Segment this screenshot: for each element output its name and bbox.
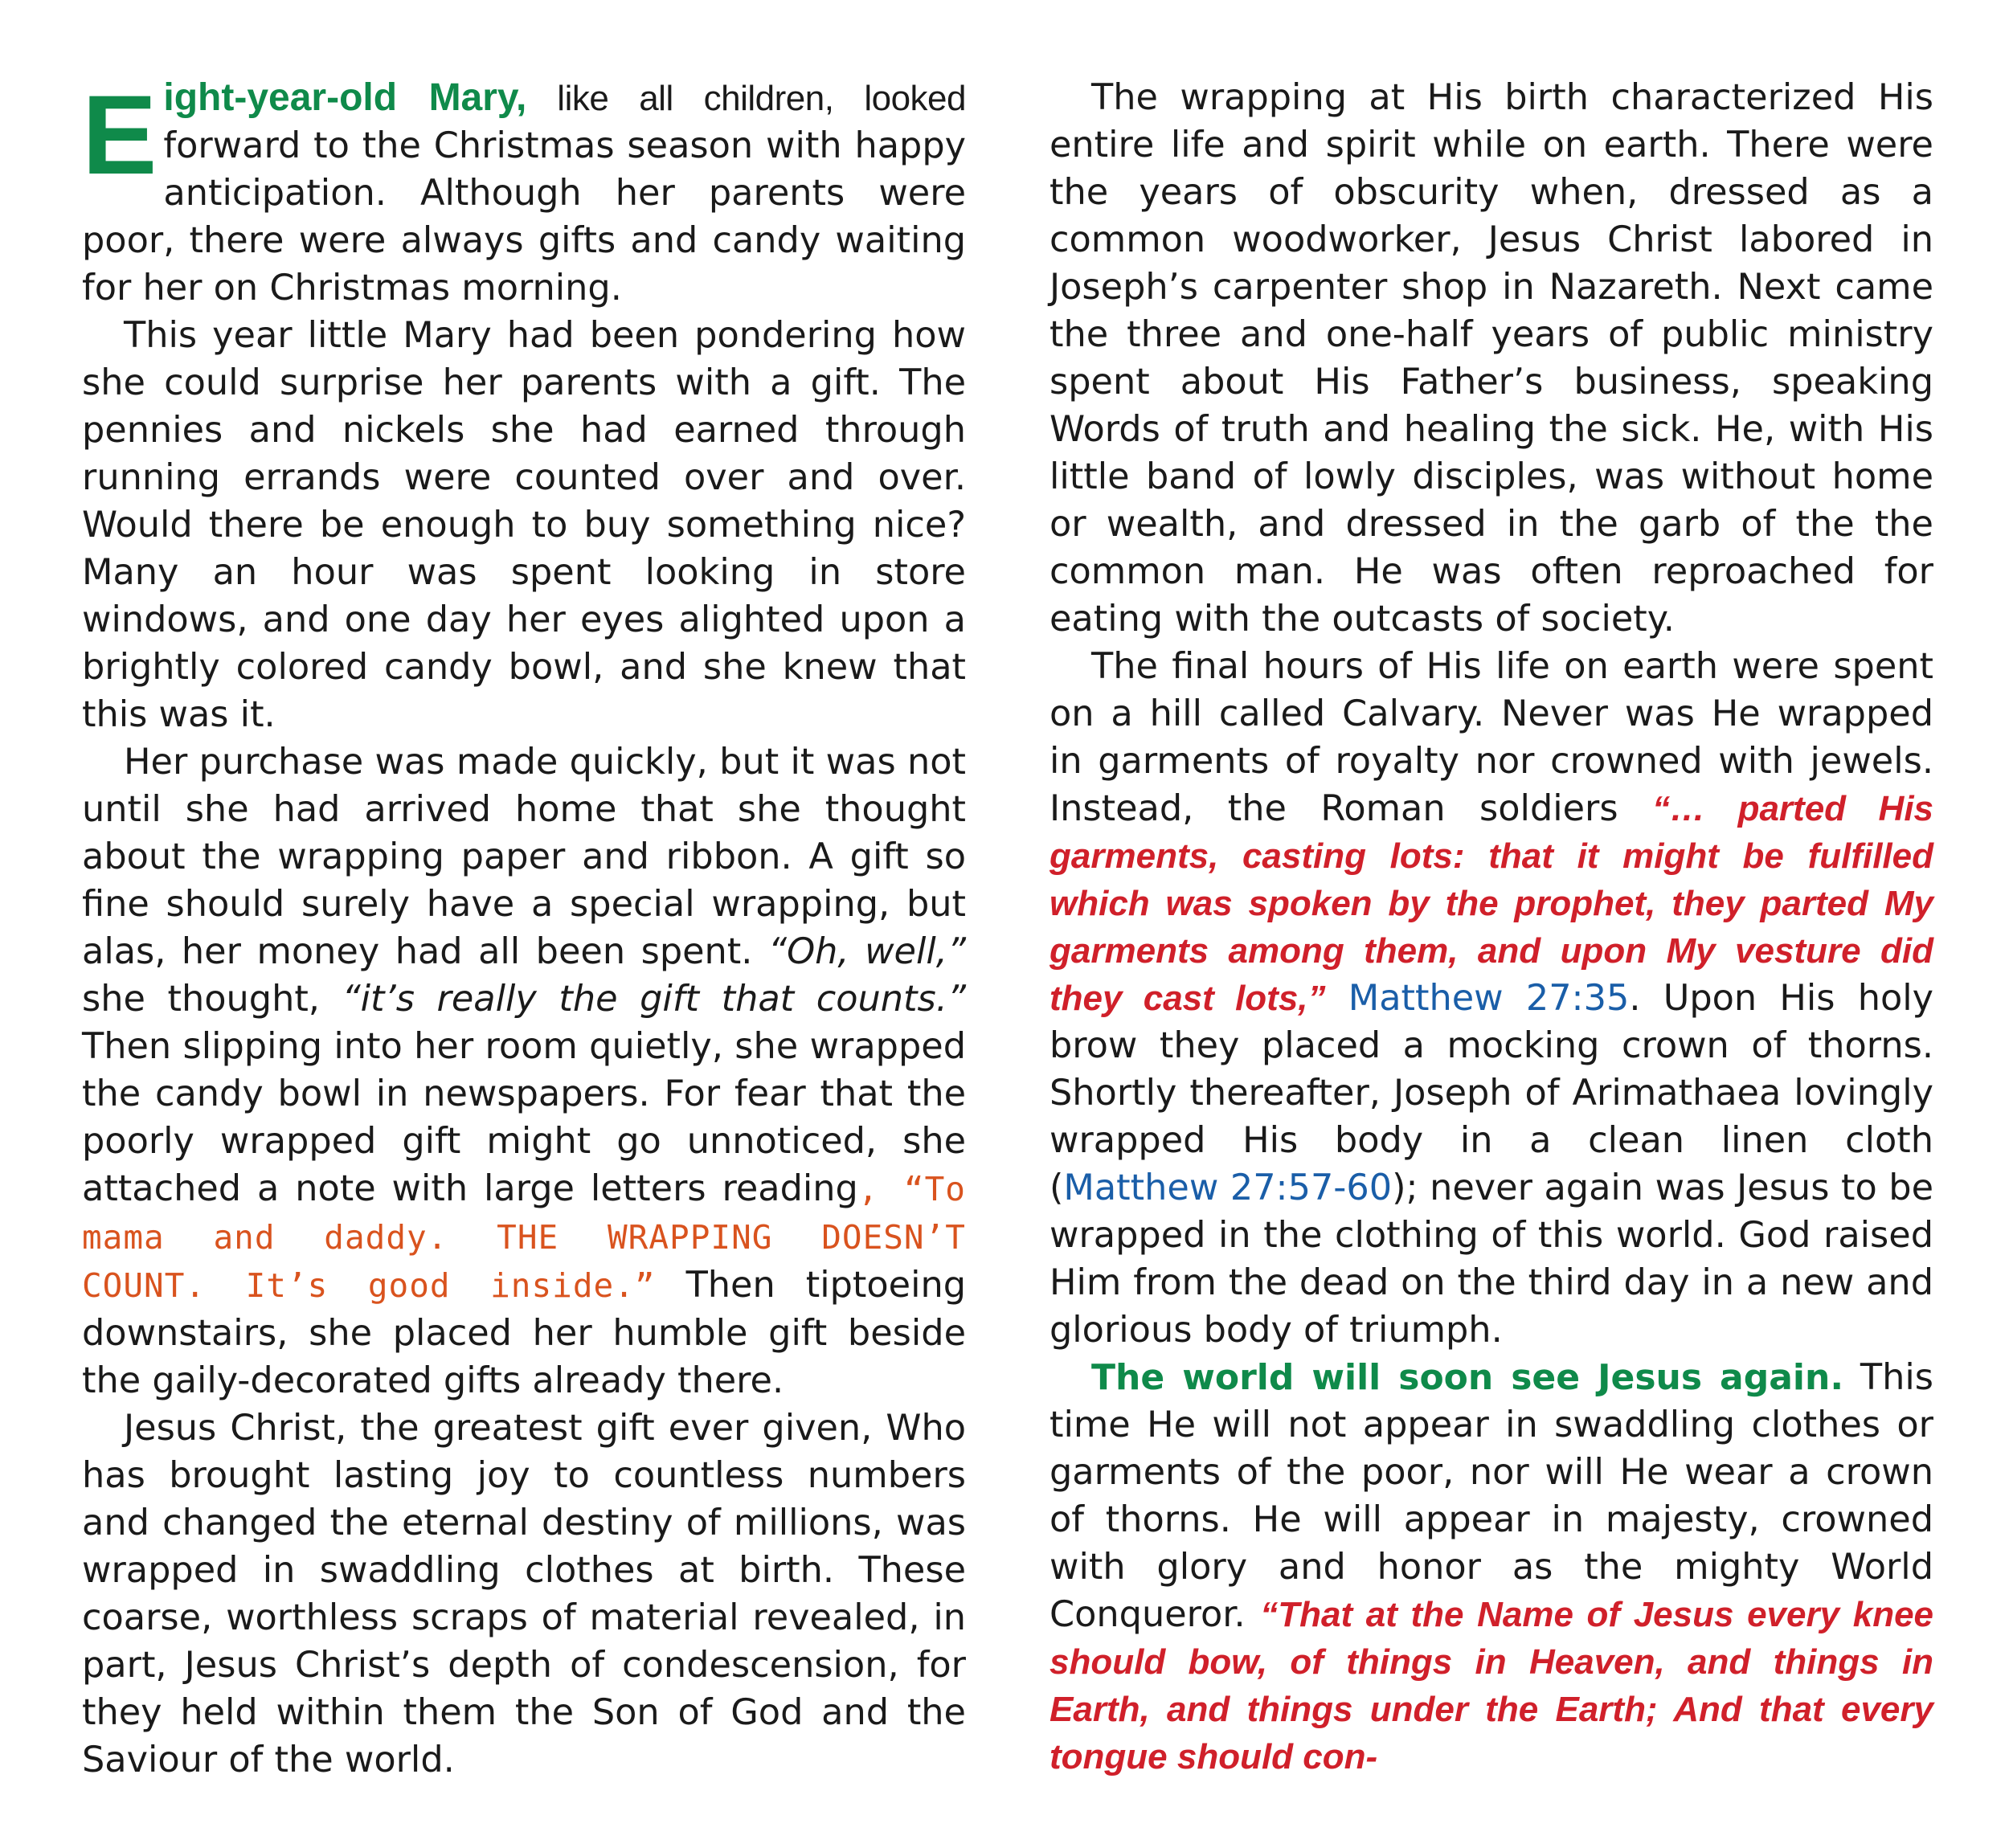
paragraph-3-text-3: Then slipping into her room quietly, she wrapped the candy bowl in newspapers. For fear that the poorly wrapped gift might go unnoticed, she attached a note with large letters reading: [82, 1025, 966, 1209]
scripture-reference-link[interactable]: Matthew 27:57-60: [1063, 1167, 1393, 1208]
paragraph-6-text-2: . Upon His holy brow they placed a mocking crown of thorns. Shortly thereafter, Joseph of Arimathaea lovingly wrapped His body in a clean linen cloth (: [1050, 977, 1934, 1208]
quote-oh-well: “Oh, well,”: [767, 930, 967, 972]
emphasis-heading: The world will soon see Jesus again.: [1091, 1357, 1844, 1398]
paragraph-6-text-3: ); never again was Jesus to be wrapped in the clothing of this world. God raised Him from the dead on the third day in a new and glorious body of triumph.: [1050, 1167, 1933, 1351]
paragraph-1-text: forward to the Christmas season with happy anticipation. Although her parents were poor, there were always gifts and candy waiting for her on Christmas morning.: [82, 125, 966, 309]
paragraph-6: [1050, 643, 1933, 1354]
paragraph-4: Jesus Christ, the greatest gift ever given, Who has brought lasting joy to countless numbers and changed the eternal destiny of millions, was wrapped in swaddling clothes at birth. These coarse, worthless scraps of material revealed, in part, Jesus Christ’s depth of condescension, for they held within them the Son of God and the Saviour of the world.: [82, 1407, 966, 1781]
scripture-quote-every-knee: “That at the Name of Jesus every knee should bow, of things in Heaven, and things in Earth, and things under the Earth; And that every tongue should con-: [1050, 1595, 1934, 1776]
paragraph-3-text-4: Then tiptoeing downstairs, she placed her humble gift beside the gaily-decorated gifts already there.: [82, 1264, 966, 1401]
paragraph-7-text-1: This time He will not appear in swaddling clothes or garments of the poor, nor will He wear a crown of thorns. He will appear in majesty, crowned with glory and honor as the mighty World Conqueror.: [1050, 1356, 1934, 1635]
paragraph-3: [82, 738, 966, 1404]
handwritten-note: , “To mama and daddy. THE WRAPPING DOESN’T COUNT. It’s good inside.”: [82, 1170, 966, 1305]
paragraph-2: This year little Mary had been pondering how she could surprise her parents with a gift. The pennies and nickels she had earned through running errands were counted over and over. Would there be enough to buy something nice? Many an hour was spent looking in store windows, and one day her eyes alighted upon a brightly colored candy bowl, and she knew that this was it.: [82, 314, 966, 735]
paragraph-5: The wrapping at His birth characterized His entire life and spirit while on earth. There were the years of obscurity when, dressed as a common woodworker, Jesus Christ labored in Joseph’s carpenter shop in Nazareth. Next came the three and one-half years of public ministry spent about His Father’s business, speaking Words of truth and healing the sick. He, with His little band of lowly disciples, was without home or wealth, and dressed in the garb of the the common man. He was often reproached for eating with the outcasts of society.: [1050, 76, 1933, 640]
paragraph-3-text-2: she thought,: [82, 978, 342, 1020]
paragraph-3-text-1: Her purchase was made quickly, but it was not until she had arrived home that she thought about the wrapping paper and ribbon. A gift so fine should surely have a special wrapping, but alas, her money had all been spent.: [82, 741, 966, 972]
scripture-quote-garments: “… parted His garments, casting lots: that it might be fulfilled which was spoken by the prophet, they parted My garments among them, and upon My vesture did they cast lots,”: [1050, 789, 1934, 1018]
quote-gift-counts: “it’s really the gift that counts.”: [342, 978, 966, 1020]
paragraph-7: [1050, 1354, 1933, 1781]
lead-phrase: ight-year-old Mary,: [163, 76, 527, 119]
drop-cap: E: [82, 72, 158, 198]
left-column: [82, 74, 966, 1784]
scripture-reference-link[interactable]: Matthew 27:35: [1325, 977, 1630, 1019]
lead-rest: like all children, looked: [526, 79, 966, 118]
paragraph-1: [82, 74, 966, 312]
paragraph-6-text-1: The final hours of His life on earth were spent on a hill called Calvary. Never was He wrapped in garments of royalty nor crowned with jewels. Instead, the Roman soldiers: [1050, 645, 1933, 829]
right-column: [1050, 74, 1933, 1781]
